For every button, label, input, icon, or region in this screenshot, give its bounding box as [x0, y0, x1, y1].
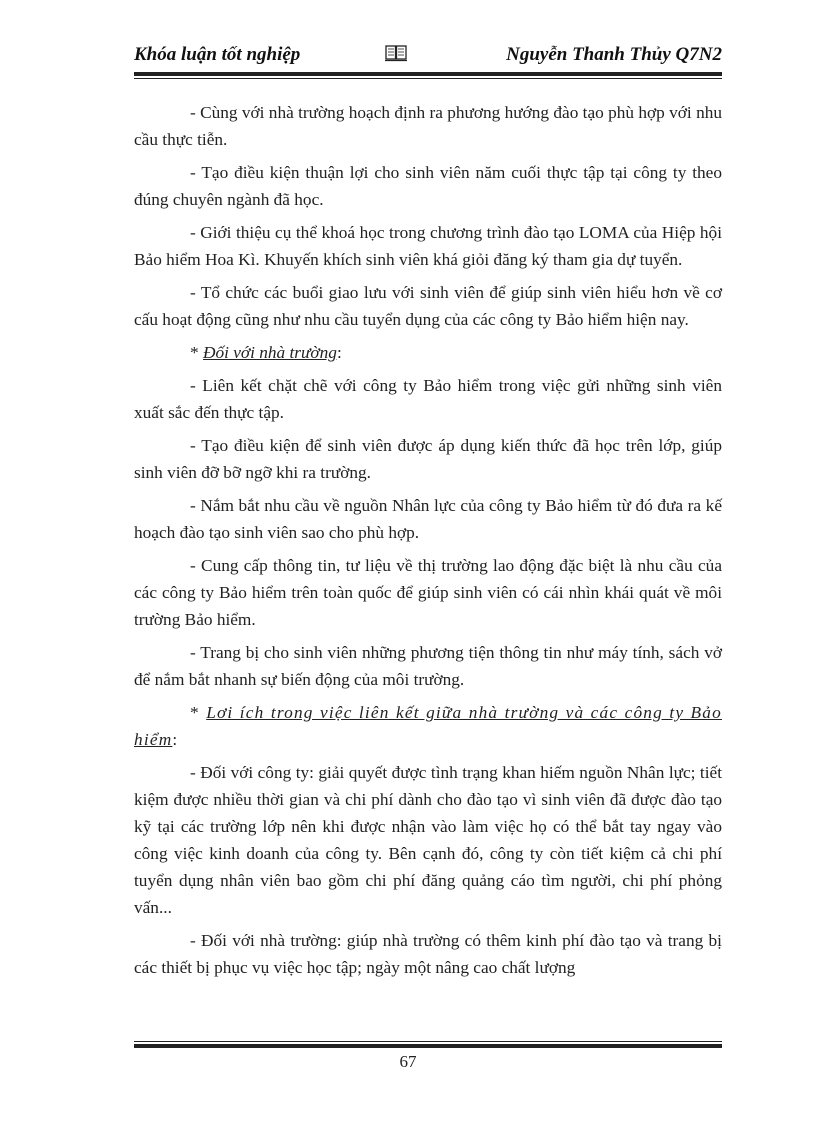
page-number: 67 — [399, 1052, 417, 1071]
paragraph: - Đối với nhà trường: giúp nhà trường có thêm kinh phí đào tạo và trang bị các thiết bị phục vụ việc học tập; ngày một nâng cao chất lượng — [134, 931, 722, 977]
section-title: Lơi ích trong việc liên kết giữa nhà trường và các công ty Bảo hiểm — [134, 703, 722, 749]
footer-rule-thick — [134, 1044, 722, 1048]
paragraph: - Tạo điều kiện để sinh viên được áp dụng kiến thức đã học trên lớp, giúp sinh viên đỡ bỡ ngỡ khi ra trường. — [134, 436, 722, 482]
page-body — [134, 99, 722, 987]
header-left-title: Khóa luận tốt nghiệp — [134, 44, 301, 65]
page-header — [134, 44, 722, 70]
header-author: Nguyễn Thanh Thủy Q7N2 — [506, 44, 722, 65]
paragraph: - Tạo điều kiện thuận lợi cho sinh viên năm cuối thực tập tại công ty theo đúng chuyên ngành đã học. — [134, 163, 722, 209]
header-rule-thin — [134, 78, 722, 79]
header-rule-thick — [134, 72, 722, 76]
footer-rule-thin — [134, 1041, 722, 1042]
section-title: Đối với nhà trường — [202, 343, 337, 362]
paragraph: - Tổ chức các buổi giao lưu với sinh viên để giúp sinh viên hiểu hơn về cơ cấu hoạt động cũng như nhu cầu tuyển dụng của các công ty Bảo hiểm hiện nay. — [134, 283, 722, 329]
book-icon — [385, 44, 407, 62]
section-heading-school: * Đối với nhà trường: — [190, 343, 342, 362]
paragraph: - Trang bị cho sinh viên những phương tiện thông tin như máy tính, sách vở để nắm bắt nhanh sự biến động của môi trường. — [134, 643, 722, 689]
paragraph: - Đối với công ty: giải quyết được tình trạng khan hiếm nguồn Nhân lực; tiết kiệm được nhiều thời gian và chi phí dành cho đào tạo vì sinh viên đã được đào tạo kỹ tại các trường lớp nên khi được nhận vào làm việc họ có thể bắt tay ngay vào công việc kinh doanh của công ty. Bên cạnh đó, công ty còn tiết kiệm cả chi phí tuyển dụng nhân viên bao gồm chi phí đăng quảng cáo tìm người, chi phí phỏng vấn... — [134, 763, 722, 917]
paragraph: - Giới thiệu cụ thể khoá học trong chương trình đào tạo LOMA của Hiệp hội Bảo hiểm Hoa Kì. Khuyến khích sinh viên khá giỏi đăng ký tham gia dự tuyển. — [134, 223, 722, 269]
paragraph: - Nắm bắt nhu cầu về nguồn Nhân lực của công ty Bảo hiểm từ đó đưa ra kế hoạch đào tạo sinh viên sao cho phù hợp. — [134, 496, 722, 542]
paragraph: - Cung cấp thông tin, tư liệu về thị trường lao động đặc biệt là nhu cầu của các công ty Bảo hiểm trên toàn quốc để giúp sinh viên có cái nhìn khái quát về môi trường Bảo hiểm. — [134, 556, 722, 629]
paragraph: - Liên kết chặt chẽ với công ty Bảo hiểm trong việc gửi những sinh viên xuất sắc đến thực tập. — [134, 376, 722, 422]
paragraph: - Cùng với nhà trường hoạch định ra phương hướng đào tạo phù hợp với nhu cầu thực tiễn. — [134, 103, 722, 149]
section-heading-benefit: * Lơi ích trong việc liên kết giữa nhà trường và các công ty Bảo hiểm: — [134, 703, 722, 749]
